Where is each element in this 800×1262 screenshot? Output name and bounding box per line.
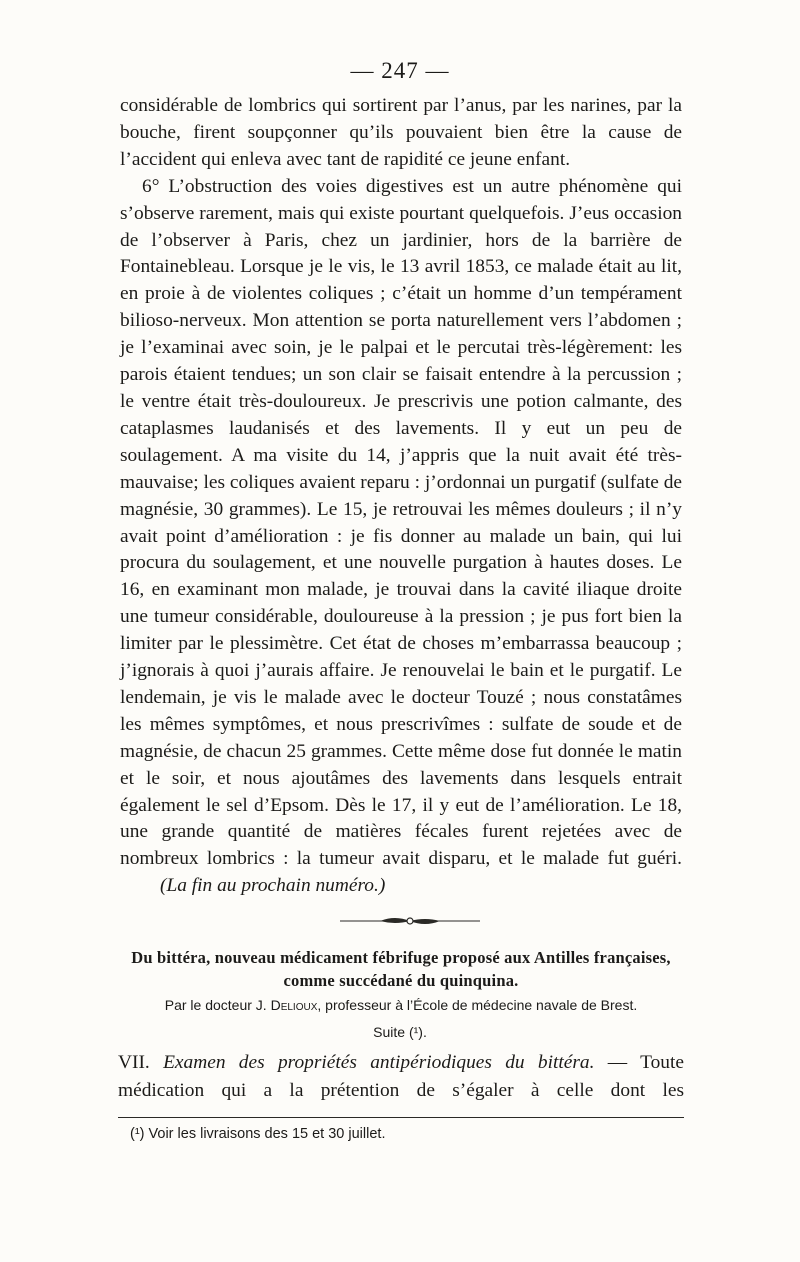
- article-author: [118, 997, 684, 1013]
- section-text: Toute médication qui a la prétention de s’égaler à celle dont les: [118, 1052, 684, 1101]
- body-text: [120, 93, 682, 900]
- paragraph-obstruction: [120, 174, 682, 900]
- article-title: Du bittéra, nouveau médicament fébrifuge proposé aux Antilles françaises, comme succédané du quinquina.: [131, 948, 671, 990]
- continued-note: (La fin au prochain numéro.): [160, 875, 386, 897]
- section-vii: [118, 1049, 684, 1105]
- author-name: Delioux: [270, 997, 318, 1013]
- paragraph-obstruction-text: 6° L’obstruction des voies digestives est un autre phénomène qui s’observe rarement, mais qui existe pourtant quelquefois. J’eus occasion de l’observer à Paris, chez un jardinier, hors de la barrière de Fontainebleau. Lorsque je le vis, le 13 avril 1853, ce malade était au lit, en proie à de violentes coliques ; c’était un homme d’un tempérament bilioso-nerveux. Mon attention se porta naturellement vers l’abdomen ; je l’examinai avec soin, je le palpai et le percutai très-légèrement: les parois étaient tendues; un son clair se faisait entendre à la percussion ; le ventre était très-douloureux. Je prescrivis une potion calmante, des cataplasmes laudanisés et des lavements. Il y eut un peu de soulagement. A ma visite du 14, j’appris que la nuit avait été très-mauvaise; les coliques avaient reparu : j’ordonnai un purgatif (sulfate de magnésie, 30 grammes). Le 15, je retrouvai les mêmes douleurs ; il n’y avait point d’amélioration : je fis donner au malade un bain, qui lui procura du soulagement, et une nouvelle purgation à hautes doses. Le 16, en examinant mon malade, je trouvai dans la cavité iliaque droite une tumeur considérable, douloureuse à la pression ; je pus fort bien la limiter par le plessimètre. Cet état de choses m’embarrassa beaucoup ; j’ignorais à quoi j’aurais affaire. Je renouvelai le bain et le purgatif. Le lendemain, je vis le malade avec le docteur Touzé ; nous constatâmes les mêmes symptômes, et nous prescrivîmes : sulfate de soude et de magnésie, de chacun 25 grammes. Cette même dose fut donnée le matin et le soir, et nous ajoutâmes des lavements dans lesquels entrait également le sel d’Epsom. Dès le 17, il y eut de l’amélioration. Le 18, une grande quantité de matières fécales furent rejetées avec de nombreux lombrics : la tumeur avait disparu, et le malade fut guéri.: [120, 175, 682, 870]
- page-number: — 247 —: [350, 58, 450, 83]
- section-dash: —: [594, 1052, 641, 1073]
- section-heading: Examen des propriétés antipériodiques du bittéra.: [163, 1052, 595, 1073]
- paragraph-continuation: considérable de lombrics qui sortirent par l’anus, par les narines, par la bouche, firent soupçonner qu’ils pouvaient bien être la cause de l’accident qui enleva avec tant de rapidité ce jeune enfant.: [120, 95, 682, 170]
- author-suffix: , professeur à l’École de médecine navale de Brest.: [317, 997, 638, 1013]
- article-suite: Suite (¹).: [373, 1024, 427, 1040]
- ornament-divider: [340, 914, 480, 928]
- author-prefix: Par le docteur J.: [164, 997, 271, 1013]
- footnote: (¹) Voir les livraisons des 15 et 30 juillet.: [130, 1126, 386, 1142]
- section-number: VII.: [118, 1052, 164, 1073]
- footnote-rule: [118, 1117, 684, 1118]
- section-paragraph: [118, 1049, 684, 1105]
